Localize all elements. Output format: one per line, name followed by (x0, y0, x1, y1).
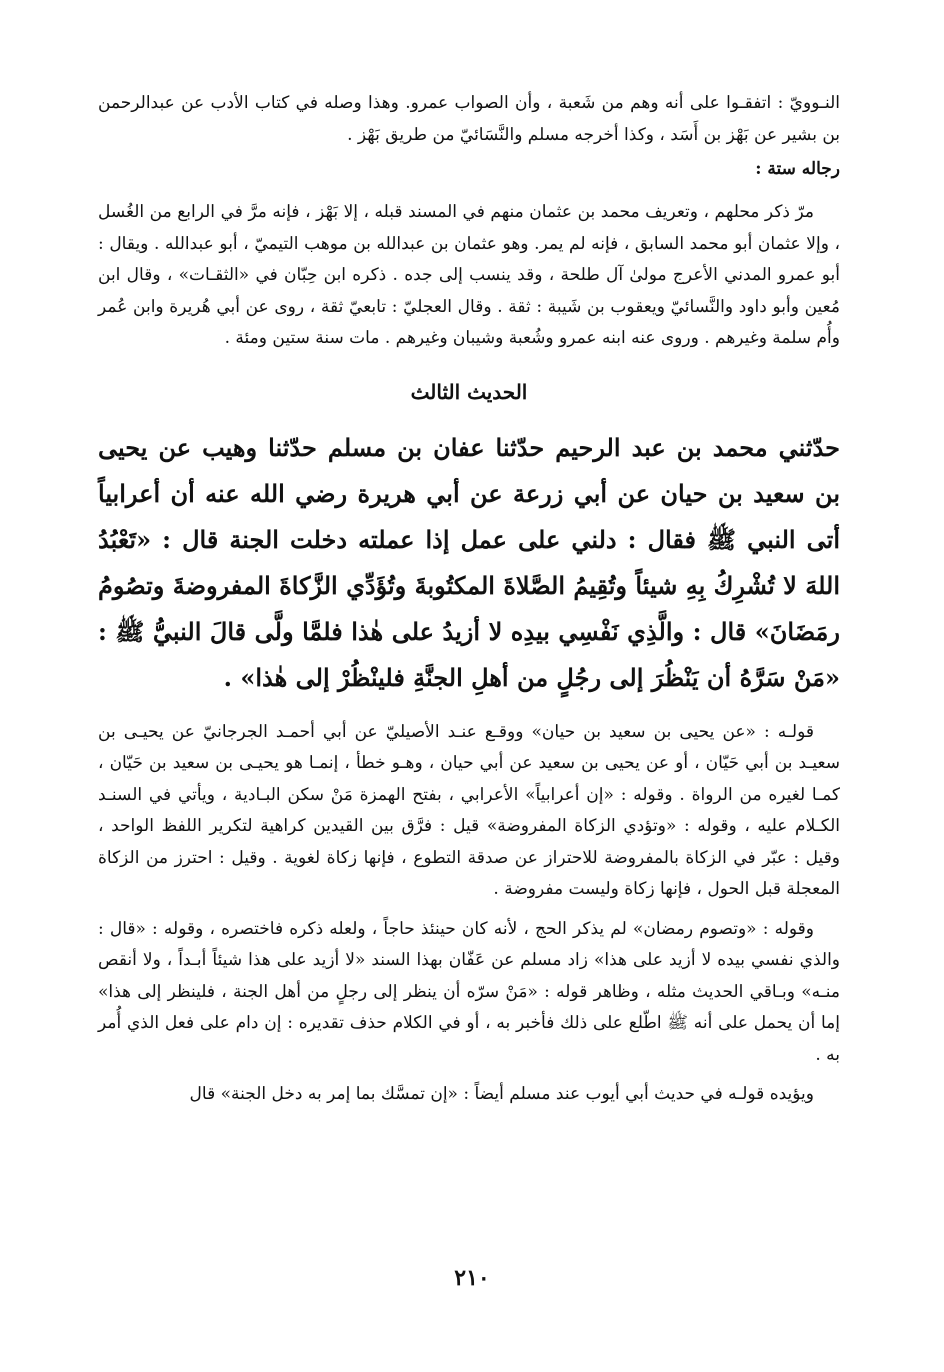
spacer (98, 906, 840, 914)
commentary-2-text: وقوله : «وتصوم رمضان» لم يذكر الحج ، لأنه كان حينئذ حاجاً ، ولعله ذكره فاختصره ، وقوله : «قال : والذي نفسي بيده لا أزيد على هذا» زاد مسلم عن عَفّان بهذا السند «لا أزيد على هذا شيئاً أبـداً ، ولا أنقص منـه» وبـاقي الحديث مثله ، وظاهر قوله : «مَنْ سرّه أن ينظر إلى رجلٍ من أهل الجنة ، فلينظر إلى هذا» إما أن يحمل على أنه ﷺ اطّلع على ذلك فأخبر به ، أو في الكلام حذف تقديره : إن دام على فعل الذي أُمر به . (98, 918, 840, 1065)
commentary-paragraph-1 (98, 717, 840, 906)
commentary-3-text: ويؤيده قولـه في حديث أبي أيوب عند مسلم أيضاً : «إن تمسَّك بما إمر به دخل الجنة» قال (189, 1084, 814, 1104)
hadith-text (98, 425, 840, 701)
narrators-paragraph (98, 197, 840, 355)
hadith-body: حدّثني محمد بن عبد الرحيم حدّثنا عفان بن مسلم حدّثنا وهيب عن يحيى بن سعيد بن حيان عن أبي زرعة عن أبي هريرة رضي الله عنه أن أعرابياً أتى النبي ﷺ فقال : دلني على عمل إذا عملته دخلت الجنة قال : «تَعْبُدُ اللهَ لا تُشْرِكُ بِهِ شيئاً وتُقِيمُ الصَّلاةَ المكتُوبةَ وتُؤَدِّي الزَّكاةَ المفروضةَ وتصُومُ رمَضَانَ» قال : والَّذِي نَفْسِي بيدِه لا أزيدُ على هٰذا فلمَّا ولَّى قالَ النبيُّ ﷺ : «مَنْ سَرَّهُ أن يَنْظُرَ إلى رجُلٍ من أهلِ الجنَّةِ فلينْظُرْ إلى هٰذا» . (98, 432, 840, 692)
intro-paragraph (98, 88, 840, 151)
commentary-1-text: قولـه : «عن يحيى بن سعيد بن حيان» ووقـع عنـد الأصيليّ عن أبي أحمـد الجرجانيّ عن يحيـى بن سعيـد بن أبي حَيّان ، أو عن يحيى بن سعيد عن أبي حيان ، وهـو خطأ ، إنمـا هو يحيـى بن سعيد بن حَيّان ، كمـا لغيره من الرواة . وقوله : «إن أعرابياً» الأعرابي ، بفتح الهمزة مَنْ سكن البـادية ، ويأتي في السنـد الكـلام عليه ، وقوله : «وتؤدي الزكاة المفروضة» قيل : فرَّق بين القيدين كراهية لتكرير اللفظ الواحد ، وقيل : عبّر في الزكاة بالمفروضة للاحتراز عن صدقة التطوع ، فإنها زكاة لغوية . وقيل : احترز من الزكاة المعجلة قبل الحول ، فإنها زكاة وليست مفروضة . (98, 721, 840, 899)
commentary-paragraph-2 (98, 914, 840, 1072)
narrators-paragraph-text: مرّ ذكر محلهم ، وتعريف محمد بن عثمان منهم في المسند قبله ، إلا بَهْز ، فإنه مرَّ في الرابع من الغُسل ، وإلا عثمان أبو محمد السابق ، فإنه لم يمر. وهو عثمان بن عبدالله بن موهب التيميّ ، أبو عبدالله . ويقال : أبو عمرو المدني الأعرج مولىٰ آل طلحة ، وقد ينسب إلى جده . ذكره ابن حِبّان في «الثقـات» ، وقال ابن مُعين وأبو داود والنَّسائيّ ويعقوب بن شَيبة : ثقة . وقال العجليّ : تابعيّ ثقة ، روى عن أبي هُريرة وابن عُمر وأُم سلمة وغيرهم . وروى عنه ابنه عمرو وشُعبة وشيبان وغيرهم . مات سنة ستين ومئة . (98, 202, 840, 348)
section-heading: الحديث الثالث (410, 379, 528, 404)
narrators-heading: رجاله ستة : (755, 159, 840, 179)
document-page (98, 88, 840, 1111)
page-number: ٢١٠ (454, 1265, 490, 1291)
spacer (98, 1071, 840, 1079)
commentary-paragraph-3 (98, 1079, 840, 1111)
intro-paragraph-text: النـوويّ : اتفقـوا على أنه وهم من شَعبة ، وأن الصواب عمرو. وهذا وصله في كتاب الأدب عن عبدالرحمن بن بشير عن بَهْز بن أَسَد ، وكذا أخرجه مسلم والنَّسَائيّ من طريق بَهْز . (98, 93, 840, 145)
